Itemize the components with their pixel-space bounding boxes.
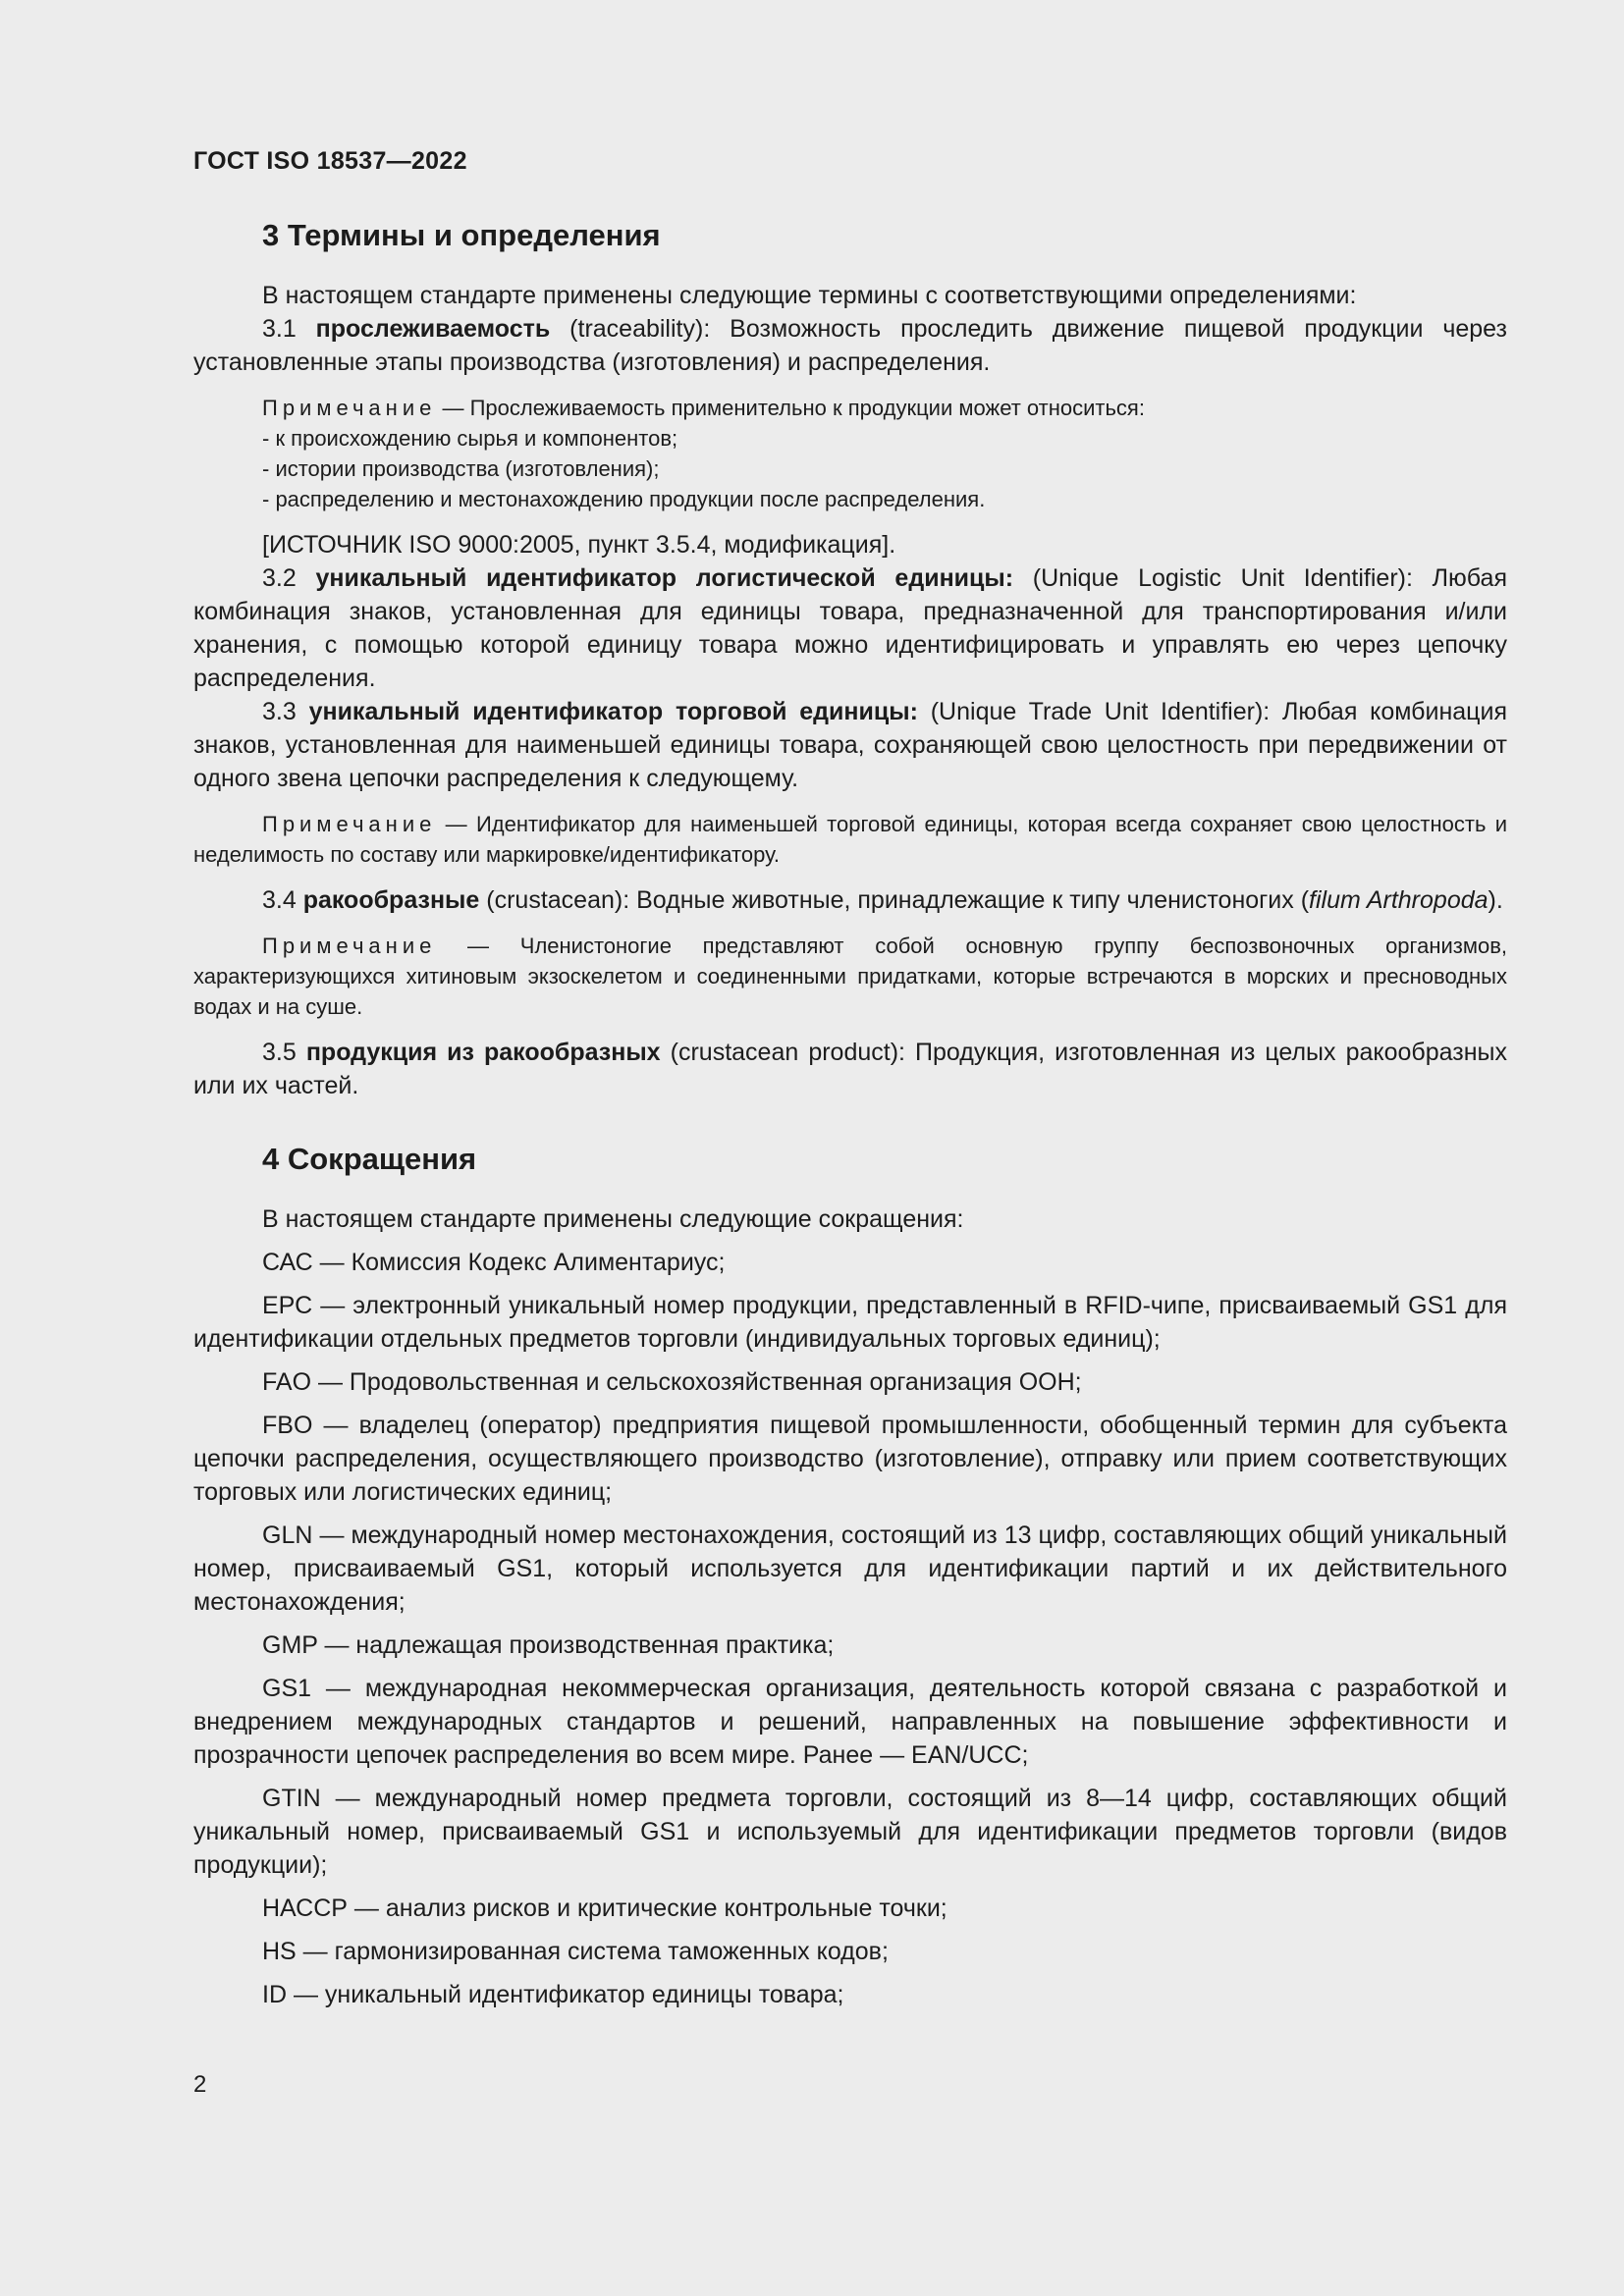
abbreviation-item: ID — уникальный идентификатор единицы товара;	[262, 1981, 844, 2008]
term-definition: (Unique Logistic Unit Identifier): Любая комбинация знаков, установленная для единицы товара, предназначенной для транспортирования и/или хранения, с помощью которой единицу товара можно идентифицировать и управлять ею через цепочку распределения.	[193, 564, 1507, 692]
term-name: уникальный идентификатор логистической единицы:	[315, 564, 1014, 592]
abbreviation-item: FAO — Продовольственная и сельскохозяйственная организация ООН;	[262, 1368, 1082, 1396]
source-reference: [ИСТОЧНИК ISO 9000:2005, пункт 3.5.4, модификация].	[262, 531, 896, 559]
term-3-3	[193, 695, 1507, 795]
note-3-1	[193, 393, 1507, 514]
section-4-intro: В настоящем стандарте применены следующие сокращения:	[262, 1205, 964, 1233]
section-4-heading: 4 Сокращения	[262, 1142, 477, 1176]
term-number: 3.4	[262, 886, 303, 914]
abbreviation-item: HS — гармонизированная система таможенных кодов;	[262, 1938, 889, 1965]
term-3-2	[193, 561, 1507, 695]
term-number: 3.2	[262, 564, 316, 592]
term-name: прослеживаемость	[315, 315, 551, 343]
term-name: ракообразные	[302, 886, 480, 914]
note-list-item: - распределению и местонахождению продукции после распределения.	[262, 487, 986, 511]
note-text: — Идентификатор для наименьшей торговой единицы, которая всегда сохраняет свою целостность и неделимость по составу или маркировке/идентификатору.	[193, 812, 1507, 867]
term-definition: (traceability): Возможность проследить движение пищевой продукции через установленные этапы производства (изготовления) и распределения.	[193, 315, 1507, 376]
term-3-4	[193, 883, 1507, 917]
note-label: Примечание	[262, 396, 437, 420]
abbreviation-item: GMP — надлежащая производственная практика;	[262, 1631, 835, 1659]
section-3-heading: 3 Термины и определения	[262, 218, 661, 252]
note-list-item: - к происхождению сырья и компонентов;	[262, 426, 678, 451]
abbreviation-item: GLN — международный номер местонахождения, состоящий из 13 цифр, составляющих общий уникальный номер, присваиваемый GS1, который используется для идентификации партий и их действительного местонахождения;	[193, 1522, 1507, 1616]
document-body	[193, 216, 1507, 2011]
note-label: Примечание	[262, 812, 437, 836]
term-definition: (crustacean product): Продукция, изготовленная из целых ракообразных или их частей.	[193, 1039, 1507, 1099]
term-definition: (Unique Trade Unit Identifier): Любая комбинация знаков, установленная для наименьшей единицы товара, сохраняющей свою целостность при передвижении от одного звена цепочки распределения к следующему.	[193, 698, 1508, 792]
term-3-5	[193, 1036, 1507, 1102]
term-definition: (crustacean): Водные животные, принадлежащие к типу членистоногих (	[479, 886, 1310, 914]
abbreviation-item: САС — Комиссия Кодекс Алиментариус;	[262, 1249, 726, 1276]
term-number: 3.3	[262, 698, 309, 725]
term-name: уникальный идентификатор торговой единицы:	[308, 698, 918, 725]
term-definition-end: ).	[1488, 886, 1503, 914]
document-header: ГОСТ ISO 18537—2022	[193, 147, 467, 175]
page-number: 2	[193, 2071, 207, 2098]
note-label: Примечание	[262, 934, 437, 958]
note-list-item: - истории производства (изготовления);	[262, 456, 660, 481]
note-3-4	[193, 931, 1507, 1022]
section-3-intro: В настоящем стандарте применены следующие термины с соответствующими определениями:	[262, 282, 1357, 309]
note-3-3	[193, 809, 1507, 870]
note-text: — Прослеживаемость применительно к продукции может относиться:	[436, 396, 1145, 420]
abbreviation-item: НАССР — анализ рисков и критические контрольные точки;	[262, 1895, 947, 1922]
term-name: продукция из ракообразных	[305, 1039, 661, 1066]
term-number: 3.5	[262, 1039, 306, 1066]
note-text: — Членистоногие представляют собой основную группу беспозвоночных организмов, характеризующихся хитиновым экзоскелетом и соединенными придатками, которые встречаются в морских и пресноводных водах и на суше.	[193, 934, 1507, 1019]
abbreviation-item: GS1 — международная некоммерческая организация, деятельность которой связана с разработкой и внедрением международных стандартов и решений, направленных на повышение эффективности и прозрачности цепочек распределения во всем мире. Ранее — EAN/UCC;	[193, 1675, 1507, 1769]
term-3-1	[193, 312, 1507, 379]
term-number: 3.1	[262, 315, 316, 343]
abbreviation-item: ЕРС — электронный уникальный номер продукции, представленный в RFID-чипе, присваиваемый GS1 для идентификации отдельных предметов торговли (индивидуальных торговых единиц);	[193, 1292, 1507, 1353]
abbreviation-item: FBO — владелец (оператор) предприятия пищевой промышленности, обобщенный термин для субъекта цепочки распределения, осуществляющего производство (изготовление), отправку или прием соответствующих торговых или логистических единиц;	[193, 1412, 1507, 1506]
term-latin-name: filum Arthropoda	[1309, 886, 1489, 914]
abbreviation-item: GTIN — международный номер предмета торговли, состоящий из 8—14 цифр, составляющих общий уникальный номер, присваиваемый GS1 и используемый для идентификации предметов торговли (видов продукции);	[193, 1785, 1507, 1879]
